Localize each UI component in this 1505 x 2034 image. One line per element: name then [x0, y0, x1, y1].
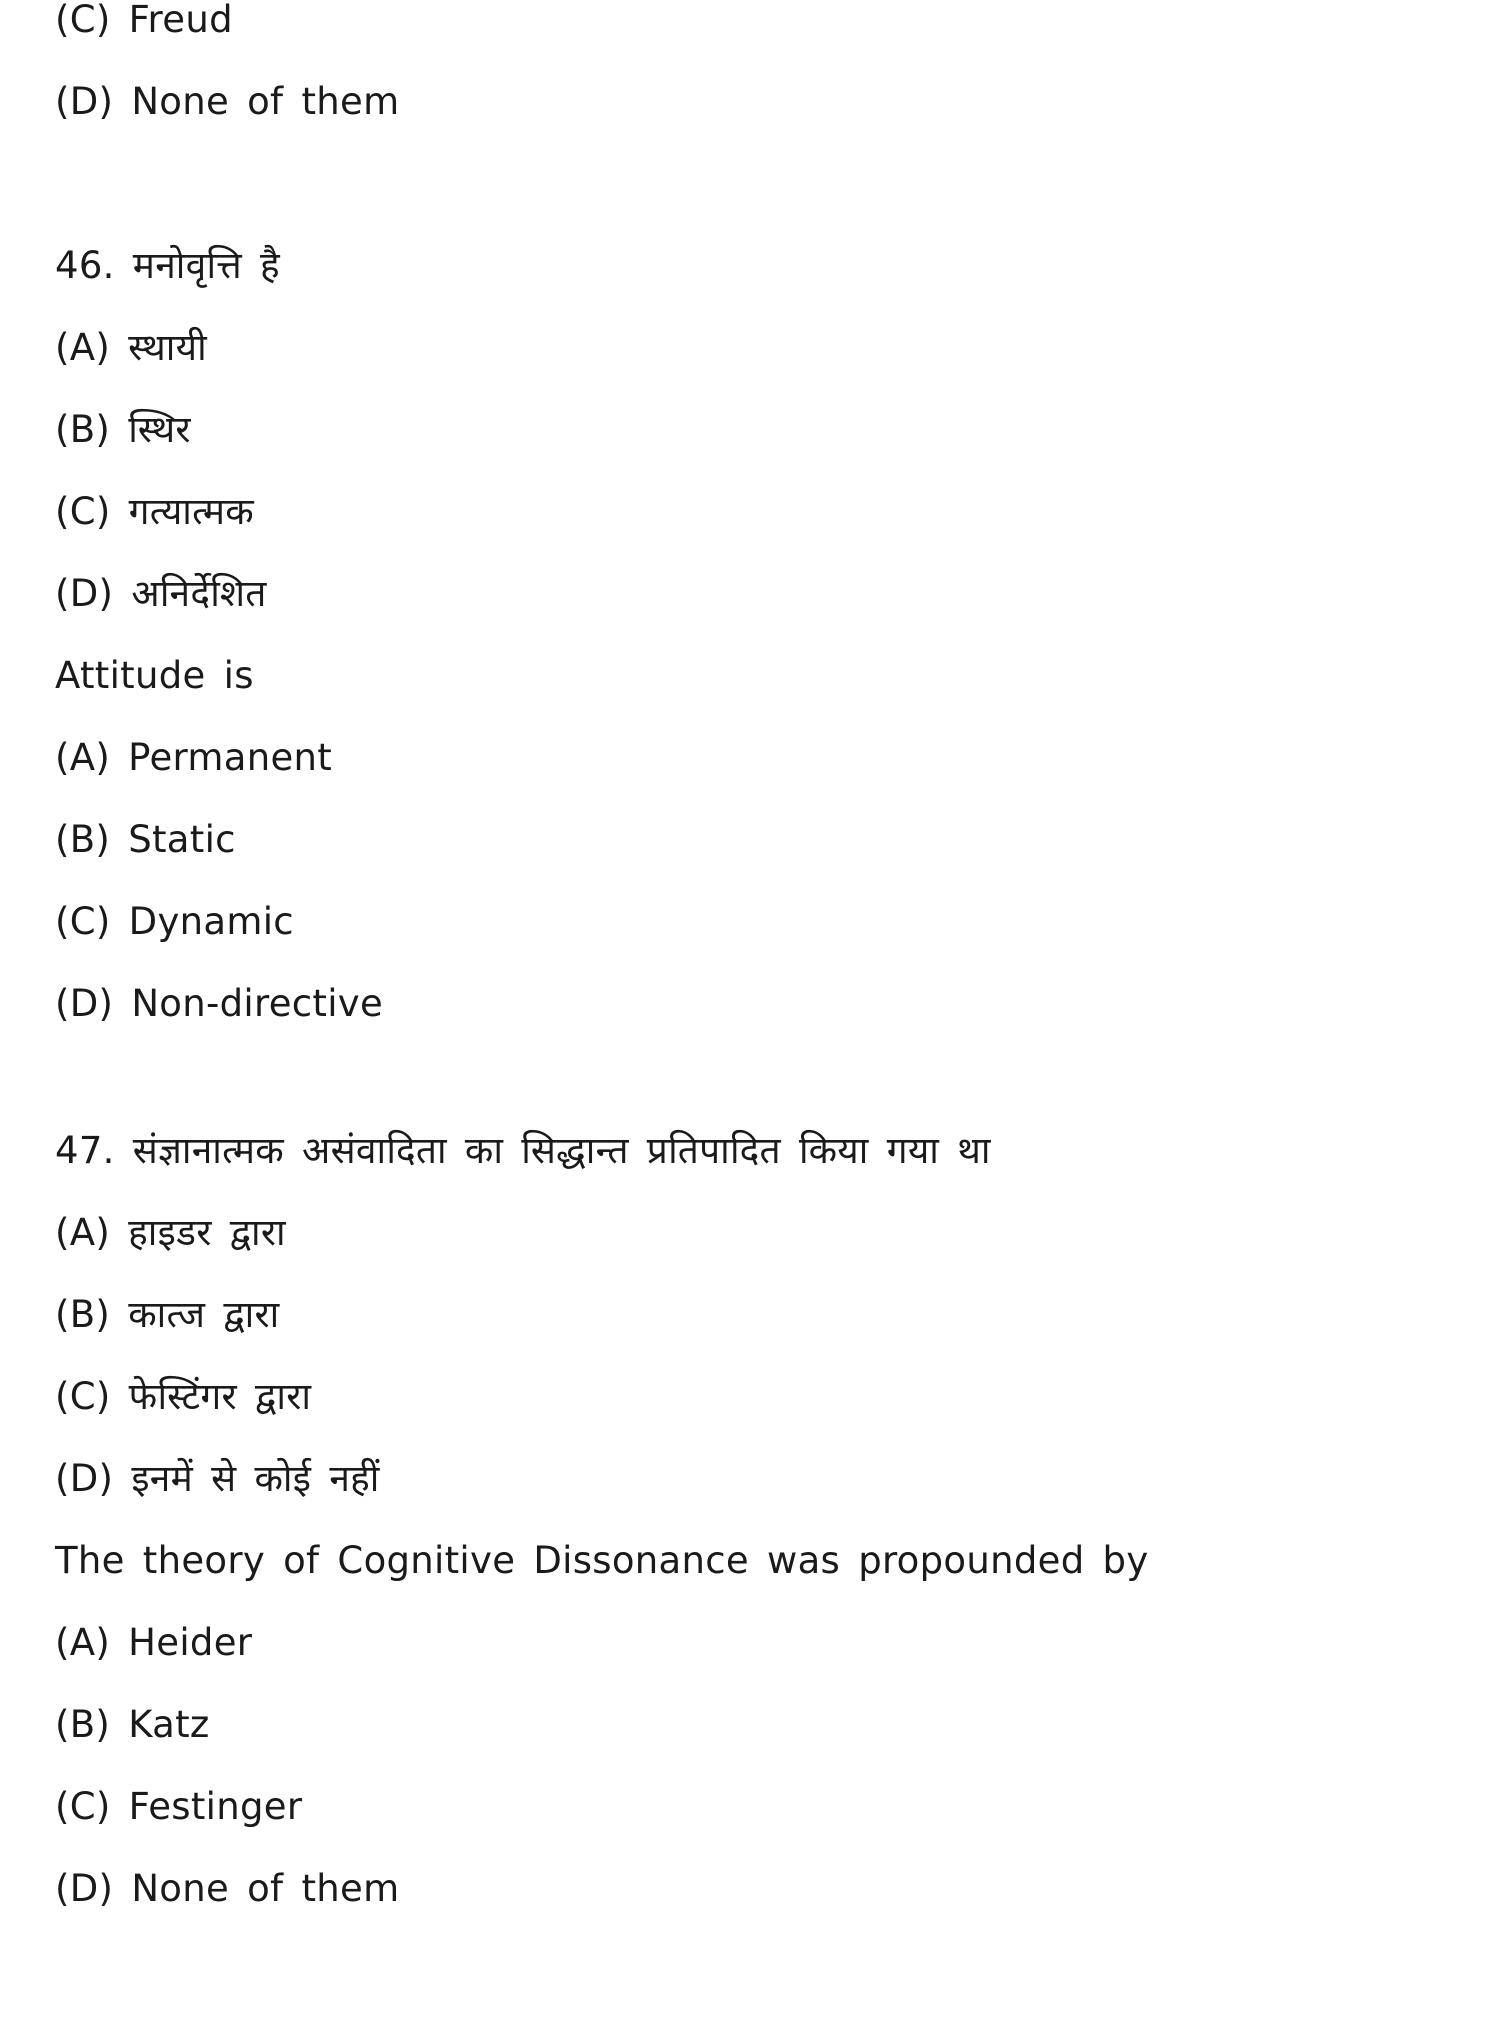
option-text: Non-directive: [131, 982, 384, 1025]
option-label: (D): [55, 1457, 114, 1500]
q46-option-b-english: [55, 815, 236, 865]
option-text: गत्यात्मक: [128, 490, 255, 533]
option-label: (B): [55, 1703, 111, 1746]
q47-question-english: The theory of Cognitive Dissonance was propounded by: [55, 1539, 1149, 1582]
prev-option-d: [55, 77, 399, 127]
prev-option-c: [55, 0, 233, 45]
q47-option-a-english: [55, 1618, 252, 1668]
q46-question-english: Attitude is: [55, 654, 254, 697]
option-text: स्थायी: [128, 326, 207, 369]
q46-option-b-hindi: [55, 405, 191, 455]
option-text: स्थिर: [128, 408, 191, 451]
option-label: (B): [55, 818, 111, 861]
q46-question-hindi: 46. मनोवृत्ति है: [55, 244, 280, 287]
q47-question-hindi: 47. संज्ञानात्मक असंवादिता का सिद्धान्त प्रतिपादित किया गया था: [55, 1129, 991, 1172]
option-label: (C): [55, 1785, 111, 1828]
q46-option-c-english: [55, 897, 294, 947]
option-label: (C): [55, 900, 111, 943]
q47-option-c-hindi: [55, 1372, 311, 1422]
q47-option-a-hindi: [55, 1208, 286, 1258]
option-label: (D): [55, 1867, 114, 1910]
option-label: (C): [55, 490, 111, 533]
option-text: इनमें से कोई नहीं: [131, 1457, 380, 1500]
option-label: (C): [55, 1375, 111, 1418]
option-text: Freud: [128, 0, 233, 41]
q46-option-a-hindi: [55, 323, 207, 373]
option-label: (B): [55, 1293, 111, 1336]
option-text: Katz: [128, 1703, 210, 1746]
q47-option-b-hindi: [55, 1290, 280, 1340]
option-text: फेस्टिंगर द्वारा: [128, 1375, 312, 1418]
option-text: None of them: [131, 1867, 400, 1910]
q46-option-d-english: [55, 979, 383, 1029]
option-text: अनिर्देशित: [131, 572, 267, 615]
q47-option-d-hindi: [55, 1454, 380, 1504]
option-text: Static: [128, 818, 236, 861]
option-text: हाइडर द्वारा: [128, 1211, 286, 1254]
option-label: (A): [55, 736, 111, 779]
option-label: (D): [55, 572, 114, 615]
option-label: (A): [55, 1211, 111, 1254]
q46-option-a-english: [55, 733, 332, 783]
option-text: None of them: [131, 80, 400, 123]
q46-option-c-hindi: [55, 487, 254, 537]
option-label: (D): [55, 982, 114, 1025]
option-label: (A): [55, 326, 111, 369]
q47-option-d-english: [55, 1864, 399, 1914]
option-text: Festinger: [128, 1785, 303, 1828]
option-label: (C): [55, 0, 111, 41]
option-text: Dynamic: [128, 900, 294, 943]
option-text: कात्ज द्वारा: [128, 1293, 280, 1336]
q46-option-d-hindi: [55, 569, 267, 619]
q47-option-b-english: [55, 1700, 210, 1750]
option-text: Permanent: [128, 736, 333, 779]
option-label: (D): [55, 80, 114, 123]
option-label: (B): [55, 408, 111, 451]
option-text: Heider: [128, 1621, 253, 1664]
option-label: (A): [55, 1621, 111, 1664]
q47-option-c-english: [55, 1782, 302, 1832]
